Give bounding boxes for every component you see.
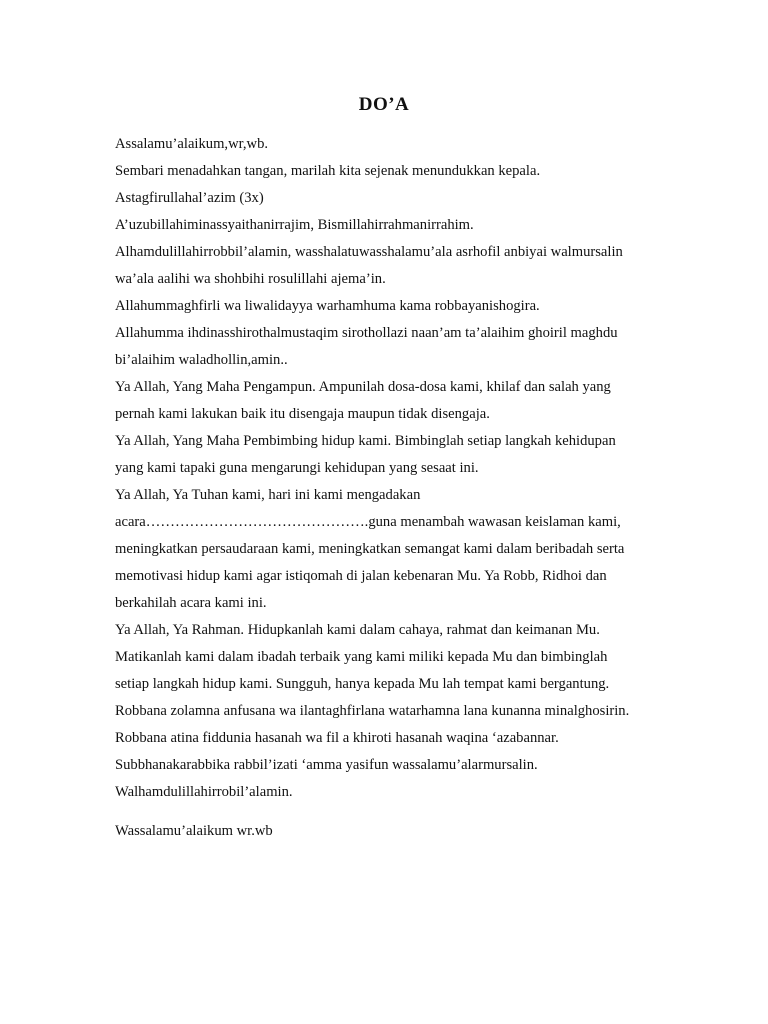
- text-line: yang kami tapaki guna mengarungi kehidupan yang sesaat ini.: [115, 460, 479, 476]
- text-line: meningkatkan persaudaraan kami, meningkatkan semangat kami dalam beribadah serta: [115, 541, 625, 557]
- text-line: Ya Allah, Yang Maha Pengampun. Ampunilah dosa-dosa kami, khilaf dan salah yang: [115, 379, 611, 395]
- text-line: Allahumma ihdinasshirothalmustaqim sirothollazi naan’am ta’alaihim ghoiril maghdu: [115, 325, 618, 341]
- text-line: Ya Allah, Ya Tuhan kami, hari ini kami mengadakan: [115, 487, 421, 503]
- text-line: Robbana zolamna anfusana wa ilantaghfirlana watarhamna lana kunanna minalghosirin.: [115, 703, 630, 719]
- text-line: wa’ala aalihi wa shohbihi rosulillahi ajema’in.: [115, 271, 386, 287]
- text-line: Sembari menadahkan tangan, marilah kita sejenak menundukkan kepala.: [115, 163, 541, 179]
- closing-greeting: Wassalamu’alaikum wr.wb: [115, 823, 273, 839]
- text-line: acara……………………………………….guna menambah wawasan keislaman kami,: [115, 514, 621, 530]
- text-line: pernah kami lakukan baik itu disengaja maupun tidak disengaja.: [115, 406, 490, 422]
- text-line: bi’alaihim waladhollin,amin..: [115, 352, 288, 368]
- text-line: Allahummaghfirli wa liwalidayya warhamhuma kama robbayanishogira.: [115, 298, 540, 314]
- text-line: berkahilah acara kami ini.: [115, 595, 267, 611]
- text-line: Assalamu’alaikum,wr,wb.: [115, 136, 269, 152]
- text-line: Alhamdulillahirrobbil’alamin, wasshalatuwasshalamu’ala asrhofil anbiyai walmursalin: [115, 244, 623, 260]
- text-line: memotivasi hidup kami agar istiqomah di jalan kebenaran Mu. Ya Robb, Ridhoi dan: [115, 568, 607, 584]
- text-line: A’uzubillahiminassyaithanirrajim, Bismillahirrahmanirrahim.: [115, 217, 474, 233]
- text-line: Matikanlah kami dalam ibadah terbaik yang kami miliki kepada Mu dan bimbinglah: [115, 649, 608, 665]
- text-line: Ya Allah, Yang Maha Pembimbing hidup kami. Bimbinglah setiap langkah kehidupan: [115, 433, 616, 449]
- text-line: Subbhanakarabbika rabbil’izati ‘amma yasifun wassalamu’alarmursalin.: [115, 757, 538, 773]
- text-line: Astagfirullahal’azim (3x): [115, 190, 264, 206]
- prayer-body: [115, 131, 655, 806]
- text-line: Ya Allah, Ya Rahman. Hidupkanlah kami dalam cahaya, rahmat dan keimanan Mu.: [115, 622, 600, 638]
- text-line: setiap langkah hidup kami. Sungguh, hanya kepada Mu lah tempat kami bergantung.: [115, 676, 610, 692]
- text-line: Walhamdulillahirrobil’alamin.: [115, 784, 293, 800]
- text-line: Robbana atina fiddunia hasanah wa fil a khiroti hasanah waqina ‘azabannar.: [115, 730, 559, 746]
- document-title: DO’A: [358, 94, 410, 115]
